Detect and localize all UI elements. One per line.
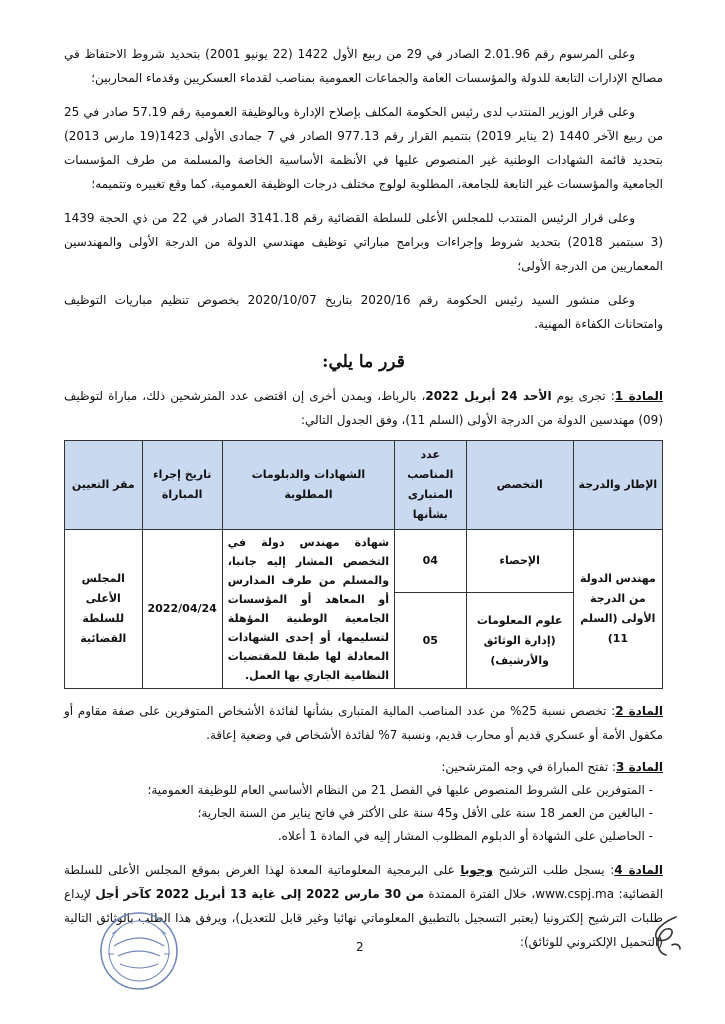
article-3-intro-line [64, 755, 663, 779]
cell-posts: 05 [395, 593, 467, 689]
header-location: مقر التعيين [65, 441, 143, 530]
website-link[interactable]: www.cspj.ma [535, 887, 615, 901]
list-item: - البالغين من العمر 18 سنة على الأقل و45 سنة على الأكثر في فاتح يناير من السنة الجارية؛ [197, 806, 653, 820]
article-1 [64, 384, 663, 432]
article-1-label: المادة 1 [614, 389, 663, 403]
article-2-label: المادة 2 [615, 704, 664, 718]
header-posts: عدد المناصب المتبارى بشأنها [395, 441, 467, 530]
cell-posts: 04 [395, 530, 467, 593]
article-4-label: المادة 4 [614, 863, 663, 877]
cell-location: المجلس الأعلى للسلطة القضائية [65, 530, 143, 689]
article-1-text-b: ، بالرباط، وبمدن أخرى إن اقتضى عدد المترشحين ذلك، مباراة لتوظيف (09) مهندسين الدولة من الدرجة الأولى (السلم 11)، وفق الجدول التالي: [64, 389, 663, 427]
preamble-paragraph-4: وعلى منشور السيد رئيس الحكومة رقم 2020/16 بتاريخ 2020/10/07 بخصوص تنظيم مباريات التوظيف وامتحانات الكفاءة المهنية. [64, 293, 663, 331]
preamble-paragraph-2: وعلى قرار الوزير المنتدب لدى رئيس الحكومة المكلف بإصلاح الإدارة وبالوظيفة العمومية رقم 57.19 صادر في 25 من ربيع الآخر 1440 (2 يناير 2019) بتتميم القرار رقم 977.13 الصادر في 7 جمادى الأولى 1423(19 مارس 2013) بتحديد قائمة الشهادات الوطنية غير المنصوص عليها في الأنظمة الأساسية الخاصة والمسلمة من طرف المؤسسات الجامعية والمؤسسات غير التابعة للجامعة، المطلوبة لولوج مختلف درجات الوظيفة العمومية، كما وقع تغييره وتتميمه؛ [64, 105, 664, 191]
cell-exam-date: 2022/04/24 [142, 530, 222, 689]
official-stamp-icon [98, 910, 180, 992]
cell-qualifications: شهادة مهندس دولة في التخصص المشار إليه جانبا، والمسلم من طرف المدارس أو المعاهد أو المؤسسات الجامعية الوطنية المؤهلة لتسليمها، أو إحدى الشهادات المعادلة لها طبقا للمقتضيات النظامية الجاري بها العمل. [222, 530, 394, 689]
header-grade: الإطار والدرجة [573, 441, 662, 530]
article-4-period: من 30 مارس 2022 إلى غاية 13 أبريل 2022 كآخر أجل [95, 887, 425, 901]
article-3-label: المادة 3 [616, 760, 663, 774]
cell-specialty: الإحصاء [466, 530, 573, 593]
cell-grade: مهندس الدولة من الدرجة الأولى (السلم 11) [573, 530, 662, 689]
table-header-row [65, 441, 663, 530]
list-item: - المتوفرين على الشروط المنصوص عليها في الفصل 21 من النظام الأساسي العام للوظيفة العمومية؛ [147, 783, 653, 797]
preamble-paragraph-3: وعلى قرار الرئيس المنتدب للمجلس الأعلى للسلطة القضائية رقم 3141.18 الصادر في 22 من ذي الحجة 1439 (3 سبتمبر 2018) بتحديد شروط وإجراءات وبرامج مباراتي توظيف مهندسي الدولة من الدرجة الأولى والمهندسين المعماريين من الدرجة الأولى؛ [64, 211, 663, 273]
article-3-intro: : تفتح المباراة في وجه المترشحين: [441, 760, 617, 774]
article-1-date: الأحد 24 أبريل 2022 [425, 389, 552, 403]
table-row [65, 530, 663, 593]
decision-heading: قرر ما يلي: [322, 352, 405, 372]
cell-specialty: علوم المعلومات (إدارة الوثائق والأرشيف) [466, 593, 573, 689]
list-item: - الحاصلين على الشهادة أو الدبلوم المطلوب المشار إليه في المادة 1 أعلاه. [277, 829, 653, 843]
article-4-text-a: : يسجل طلب الترشيح [493, 863, 615, 877]
article-4-text-d: لإيداع طلبات الترشيح إلكترونيا (يعتبر التسجيل بالتطبيق المعلوماتي نهائيا وغير قابل للتعديل)، ويرفق هذا الطلب بالوثائق التالية (التحميل الإلكتروني للوثائق): [64, 887, 663, 949]
article-2 [64, 699, 663, 747]
page-number: 2 [356, 940, 364, 954]
article-2-text: : تخصص نسبة 25% من عدد المناصب المالية المتبارى بشأنها لفائدة الأشخاص المتوفرين على صفة مقاوم أو مكفول الأمة أو عسكري قديم أو محارب قديم، ونسبة 7% لفائدة الأشخاص في وضعية إعاقة. [64, 704, 663, 742]
article-4-text-c: ، خلال الفترة الممتدة [424, 887, 536, 901]
article-4-text-b: على البرمجية المعلوماتية المعدة لهذا الغرض بموقع المجلس الأعلى للسلطة القضائية: [64, 863, 664, 901]
article-3 [64, 755, 663, 848]
header-qualifications: الشهادات والدبلومات المطلوبة [222, 441, 394, 530]
recruitment-table [64, 440, 663, 689]
signature-icon [646, 913, 688, 959]
article-4-mandatory: وجوبا [460, 863, 494, 877]
header-exam-date: تاريخ إجراء المباراة [142, 441, 222, 530]
header-specialty: التخصص [466, 441, 573, 530]
article-1-text-a: : تجرى يوم [551, 389, 615, 403]
document-page [64, 42, 663, 962]
preamble-paragraph-1: وعلى المرسوم رقم 2.01.96 الصادر في 29 من ربيع الأول 1422 (22 يونيو 2001) بتحديد شروط الاحتفاظ في مصالح الإدارات التابعة للدولة والمؤسسات العامة والجماعات العمومية بمناصب لقدماء العسكريين وقدماء المحاربين؛ [64, 47, 663, 85]
